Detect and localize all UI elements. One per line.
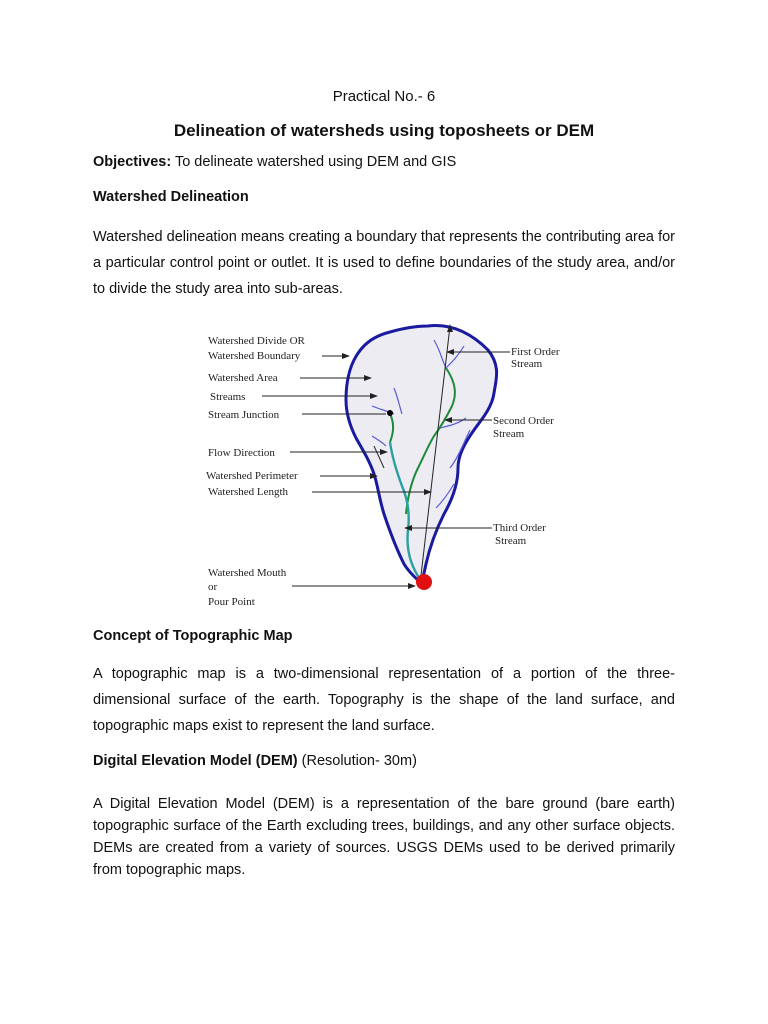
label-pour-point: Pour Point <box>208 596 255 608</box>
label-third-order-stream: Stream <box>495 535 527 547</box>
stream-junction-dot <box>387 410 393 416</box>
label-second-order-stream: Stream <box>493 428 525 440</box>
label-stream-junction: Stream Junction <box>208 409 280 421</box>
watershed-diagram <box>196 318 572 612</box>
objectives-text: To delineate watershed using DEM and GIS <box>174 154 457 170</box>
page-title: Delineation of watersheds using toposheets or DEM <box>173 121 595 140</box>
label-watershed-mouth: Watershed Mouth <box>208 567 287 579</box>
label-third-order: Third Order <box>493 522 546 534</box>
watershed-delineation-heading: Watershed Delineation <box>93 189 249 205</box>
pour-point <box>416 574 432 590</box>
label-watershed-perimeter: Watershed Perimeter <box>206 470 298 482</box>
label-watershed-divide: Watershed Divide OR <box>208 335 305 347</box>
objectives-label: Objectives: <box>93 154 172 170</box>
label-flow-direction: Flow Direction <box>208 447 275 459</box>
dem-resolution: (Resolution- 30m) <box>301 753 417 769</box>
label-second-order: Second Order <box>493 415 554 427</box>
label-first-order: First Order <box>511 346 560 358</box>
dem-heading-line <box>93 753 675 769</box>
label-watershed-area: Watershed Area <box>208 372 278 384</box>
objectives-line <box>93 154 675 170</box>
label-watershed-boundary: Watershed Boundary <box>208 350 301 362</box>
watershed-delineation-paragraph: Watershed delineation means creating a boundary that represents the contributing area for a particular control point or outlet. It is used to define boundaries of the study area, and/or to divide the study area into sub-areas. <box>93 229 675 297</box>
label-watershed-length: Watershed Length <box>208 486 289 498</box>
label-streams: Streams <box>210 391 246 403</box>
topographic-map-paragraph: A topographic map is a two-dimensional representation of a portion of the three-dimensional surface of the earth. Topography is the shape of the land surface, and topographic maps exist to represent the land surface. <box>93 666 675 734</box>
label-first-order-stream: Stream <box>511 358 543 370</box>
dem-heading: Digital Elevation Model (DEM) <box>93 753 298 769</box>
label-or: or <box>208 581 218 593</box>
topographic-map-heading: Concept of Topographic Map <box>93 628 293 644</box>
dem-paragraph: A Digital Elevation Model (DEM) is a representation of the bare ground (bare earth) topographic surface of the Earth excluding trees, buildings, and any other surface objects. DEMs are created from a variety of sources. USGS DEMs used to be derived primarily from topographic maps. <box>93 796 675 878</box>
practical-number: Practical No.- 6 <box>332 88 436 105</box>
